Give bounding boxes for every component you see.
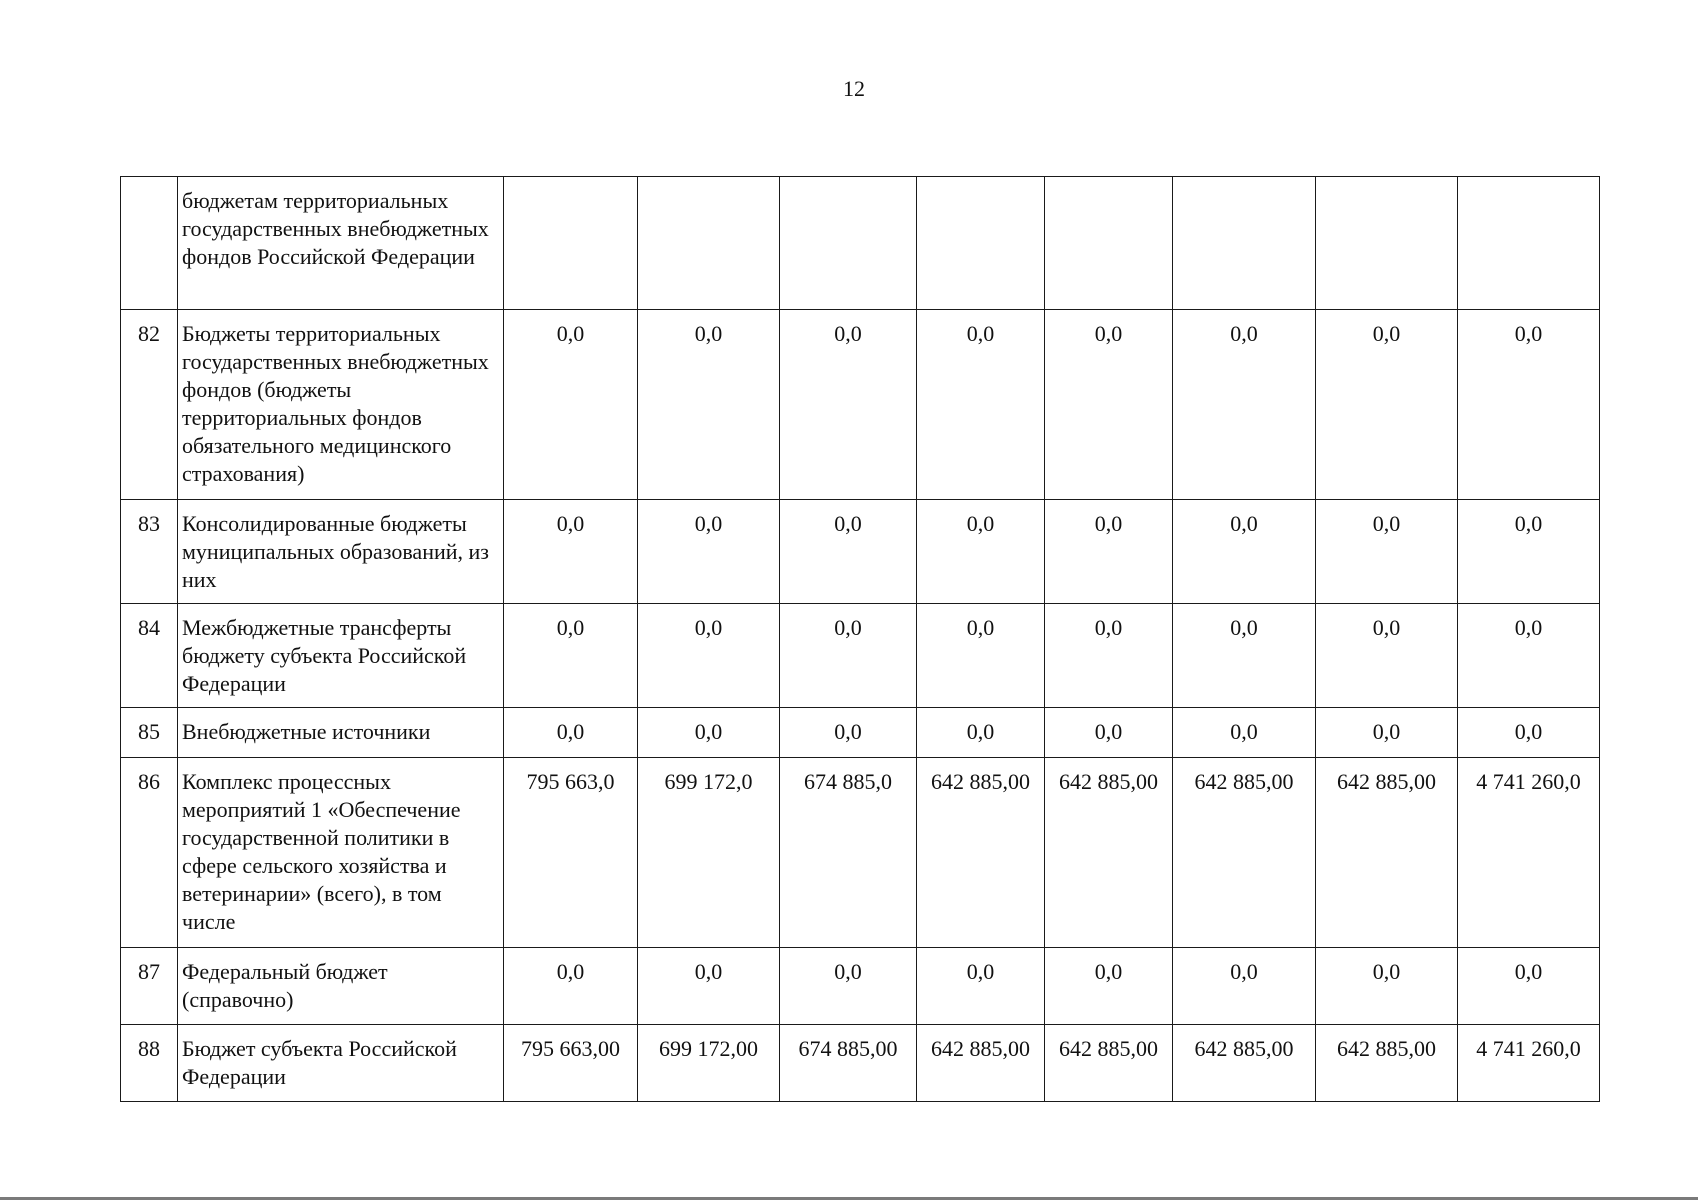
value-cell-col-8: 4 741 260,0 [1458,1025,1600,1102]
value-cell-col-8: 4 741 260,0 [1458,758,1600,948]
value-cell-col-7: 0,0 [1316,948,1458,1025]
value-cell-col-8: 0,0 [1458,604,1600,708]
value-cell-col-3: 0,0 [780,948,917,1025]
row-number-cell: 85 [121,708,178,758]
value-cell-col-1: 0,0 [504,708,638,758]
value-cell-col-1: 0,0 [504,604,638,708]
row-number-cell: 83 [121,500,178,604]
value-cell-col-3: 0,0 [780,310,917,500]
value-cell-col-1: 0,0 [504,948,638,1025]
table-row [121,758,1600,948]
value-cell-col-3: 674 885,0 [780,758,917,948]
table-row [121,177,1600,310]
value-cell-col-2: 0,0 [638,708,780,758]
value-cell-col-3: 0,0 [780,604,917,708]
value-cell-col-8: 0,0 [1458,948,1600,1025]
row-number-cell [121,177,178,310]
value-cell-col-8: 0,0 [1458,708,1600,758]
value-cell-col-2: 0,0 [638,500,780,604]
value-cell-col-1: 795 663,00 [504,1025,638,1102]
value-cell-col-4: 0,0 [917,500,1045,604]
value-cell-col-2: 0,0 [638,948,780,1025]
value-cell-col-6: 642 885,00 [1173,1025,1316,1102]
value-cell-col-2: 699 172,00 [638,1025,780,1102]
value-cell-col-6: 0,0 [1173,948,1316,1025]
value-cell-col-7: 0,0 [1316,604,1458,708]
value-cell-col-3: 0,0 [780,708,917,758]
value-cell-col-6: 0,0 [1173,500,1316,604]
row-label-cell: Внебюджетные источники [178,708,504,758]
value-cell-col-2: 0,0 [638,310,780,500]
table-body [121,177,1600,1102]
value-cell-col-7 [1316,177,1458,310]
value-cell-col-4: 0,0 [917,310,1045,500]
row-number-cell: 88 [121,1025,178,1102]
value-cell-col-5: 0,0 [1045,604,1173,708]
value-cell-col-3: 0,0 [780,500,917,604]
value-cell-col-3: 674 885,00 [780,1025,917,1102]
table-row [121,310,1600,500]
value-cell-col-4: 0,0 [917,708,1045,758]
row-label-cell: Межбюджетные трансферты бюджету субъекта Российской Федерации [178,604,504,708]
value-cell-col-6: 0,0 [1173,604,1316,708]
table-row [121,1025,1600,1102]
row-label-cell: Бюджет субъекта Российской Федерации [178,1025,504,1102]
value-cell-col-1: 0,0 [504,310,638,500]
value-cell-col-4 [917,177,1045,310]
value-cell-col-5: 642 885,00 [1045,1025,1173,1102]
value-cell-col-6 [1173,177,1316,310]
value-cell-col-2 [638,177,780,310]
value-cell-col-4: 642 885,00 [917,758,1045,948]
table-row [121,948,1600,1025]
row-label-cell: Бюджеты территориальных государственных внебюджетных фондов (бюджеты территориальных фондов обязательного медицинского страхования) [178,310,504,500]
row-number-cell: 82 [121,310,178,500]
value-cell-col-8: 0,0 [1458,500,1600,604]
value-cell-col-2: 0,0 [638,604,780,708]
table-row [121,604,1600,708]
budget-table [120,176,1600,1102]
value-cell-col-3 [780,177,917,310]
value-cell-col-1 [504,177,638,310]
value-cell-col-1: 0,0 [504,500,638,604]
table-row [121,500,1600,604]
value-cell-col-6: 0,0 [1173,310,1316,500]
value-cell-col-6: 642 885,00 [1173,758,1316,948]
value-cell-col-5: 642 885,00 [1045,758,1173,948]
value-cell-col-6: 0,0 [1173,708,1316,758]
row-number-cell: 84 [121,604,178,708]
row-label-cell: бюджетам территориальных государственных внебюджетных фондов Российской Федерации [178,177,504,310]
value-cell-col-7: 0,0 [1316,708,1458,758]
value-cell-col-5 [1045,177,1173,310]
value-cell-col-5: 0,0 [1045,310,1173,500]
value-cell-col-4: 0,0 [917,604,1045,708]
value-cell-col-5: 0,0 [1045,500,1173,604]
value-cell-col-7: 0,0 [1316,500,1458,604]
row-number-cell: 87 [121,948,178,1025]
value-cell-col-8: 0,0 [1458,310,1600,500]
value-cell-col-2: 699 172,0 [638,758,780,948]
value-cell-col-5: 0,0 [1045,948,1173,1025]
value-cell-col-1: 795 663,0 [504,758,638,948]
value-cell-col-8 [1458,177,1600,310]
value-cell-col-4: 642 885,00 [917,1025,1045,1102]
page-number: 12 [843,76,865,101]
value-cell-col-7: 642 885,00 [1316,758,1458,948]
table-row [121,708,1600,758]
value-cell-col-4: 0,0 [917,948,1045,1025]
value-cell-col-7: 642 885,00 [1316,1025,1458,1102]
row-label-cell: Федеральный бюджет (справочно) [178,948,504,1025]
value-cell-col-5: 0,0 [1045,708,1173,758]
row-label-cell: Комплекс процессных мероприятий 1 «Обеспечение государственной политики в сфере сельского хозяйства и ветеринарии» (всего), в том числе [178,758,504,948]
row-number-cell: 86 [121,758,178,948]
value-cell-col-7: 0,0 [1316,310,1458,500]
row-label-cell: Консолидированные бюджеты муниципальных образований, из них [178,500,504,604]
